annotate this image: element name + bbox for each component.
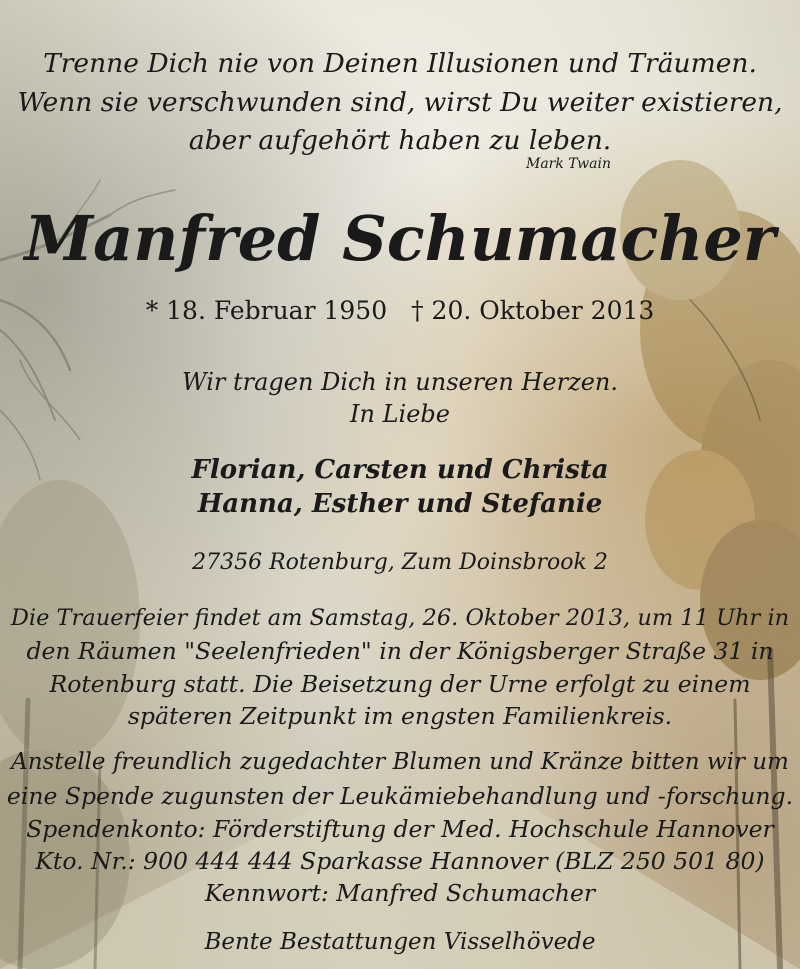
death-date: † 20. Oktober 2013 — [411, 296, 655, 325]
funeral-info-line: Rotenburg statt. Die Beisetzung der Urne erfolgt zu einem — [49, 670, 751, 698]
birth-date: * 18. Februar 1950 — [145, 296, 388, 325]
donation-info-line: Kennwort: Manfred Schumacher — [204, 879, 596, 907]
mourners-line: Florian, Carsten und Christa — [191, 455, 609, 485]
deceased-name: Manfred Schumacher — [24, 202, 776, 275]
quote-line: Trenne Dich nie von Deinen Illusionen und Träumen. — [43, 48, 757, 79]
quote-line: aber aufgehört haben zu leben. — [188, 125, 612, 156]
donation-info-line: Spendenkonto: Förderstiftung der Med. Hochschule Hannover — [26, 815, 774, 843]
quote-author: Mark Twain — [526, 156, 611, 172]
mourners-line: Hanna, Esther und Stefanie — [197, 489, 603, 519]
donation-info-line: eine Spende zugunsten der Leukämiebehandlung und -forschung. — [6, 782, 794, 810]
funeral-info-line: späteren Zeitpunkt im engsten Familienkreis. — [127, 702, 673, 730]
quote-line: Wenn sie verschwunden sind, wirst Du weiter existieren, — [17, 87, 783, 118]
family-address: 27356 Rotenburg, Zum Doinsbrook 2 — [192, 550, 608, 575]
funeral-info-line: den Räumen "Seelenfrieden" in der Königsberger Straße 31 in — [26, 637, 774, 665]
life-dates — [0, 296, 800, 325]
closing-phrase: In Liebe — [350, 400, 450, 428]
undertaker-name: Bente Bestattungen Visselhövede — [204, 929, 596, 955]
memorial-message: Wir tragen Dich in unseren Herzen. — [181, 368, 619, 396]
donation-info-line: Anstelle freundlich zugedachter Blumen und Kränze bitten wir um — [11, 749, 789, 775]
funeral-info-line: Die Trauerfeier findet am Samstag, 26. Oktober 2013, um 11 Uhr in — [10, 605, 790, 631]
donation-info-line: Kto. Nr.: 900 444 444 Sparkasse Hannover (BLZ 250 501 80) — [35, 847, 765, 875]
